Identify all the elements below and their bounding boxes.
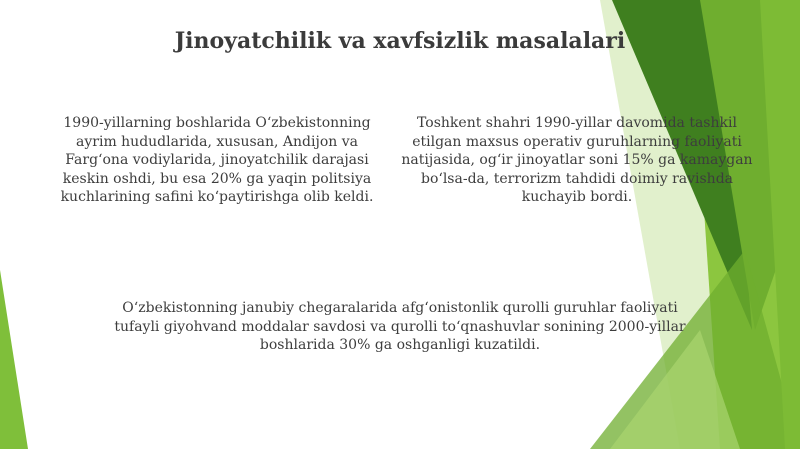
left-green-sliver — [0, 270, 28, 449]
paragraph-southern-border: O‘zbekistonning janubiy chegaralarida afg‘onistonlik qurolli guruhlar faoliyati tufayli giyohvand moddalar savdosi va qurolli to‘qnashuvlar sonining 2000-yillar boshlarida 30% ga oshganligi kuzatildi. — [114, 300, 686, 353]
slide-title: Jinoyatchilik va xavfsizlik masalalari — [174, 28, 626, 54]
paragraph-tashkent-operations: Toshkent shahri 1990-yillar davomida tashkil etilgan maxsus operativ guruhlarning faoliyati natijasida, og‘ir jinoyatlar soni 15% ga kamaygan bo‘lsa-da, terrorizm tahdidi doimiy ravishda kuchayib bordi. — [401, 115, 753, 205]
paragraph-regional-crime: 1990-yillarning boshlarida O‘zbekistonning ayrim hududlarida, xususan, Andijon va Farg‘ona vodiylarida, jinoyatchilik darajasi keskin oshdi, bu esa 20% ga yaqin politsiya kuchlarining safini ko‘paytirishga olib keldi. — [60, 115, 374, 205]
